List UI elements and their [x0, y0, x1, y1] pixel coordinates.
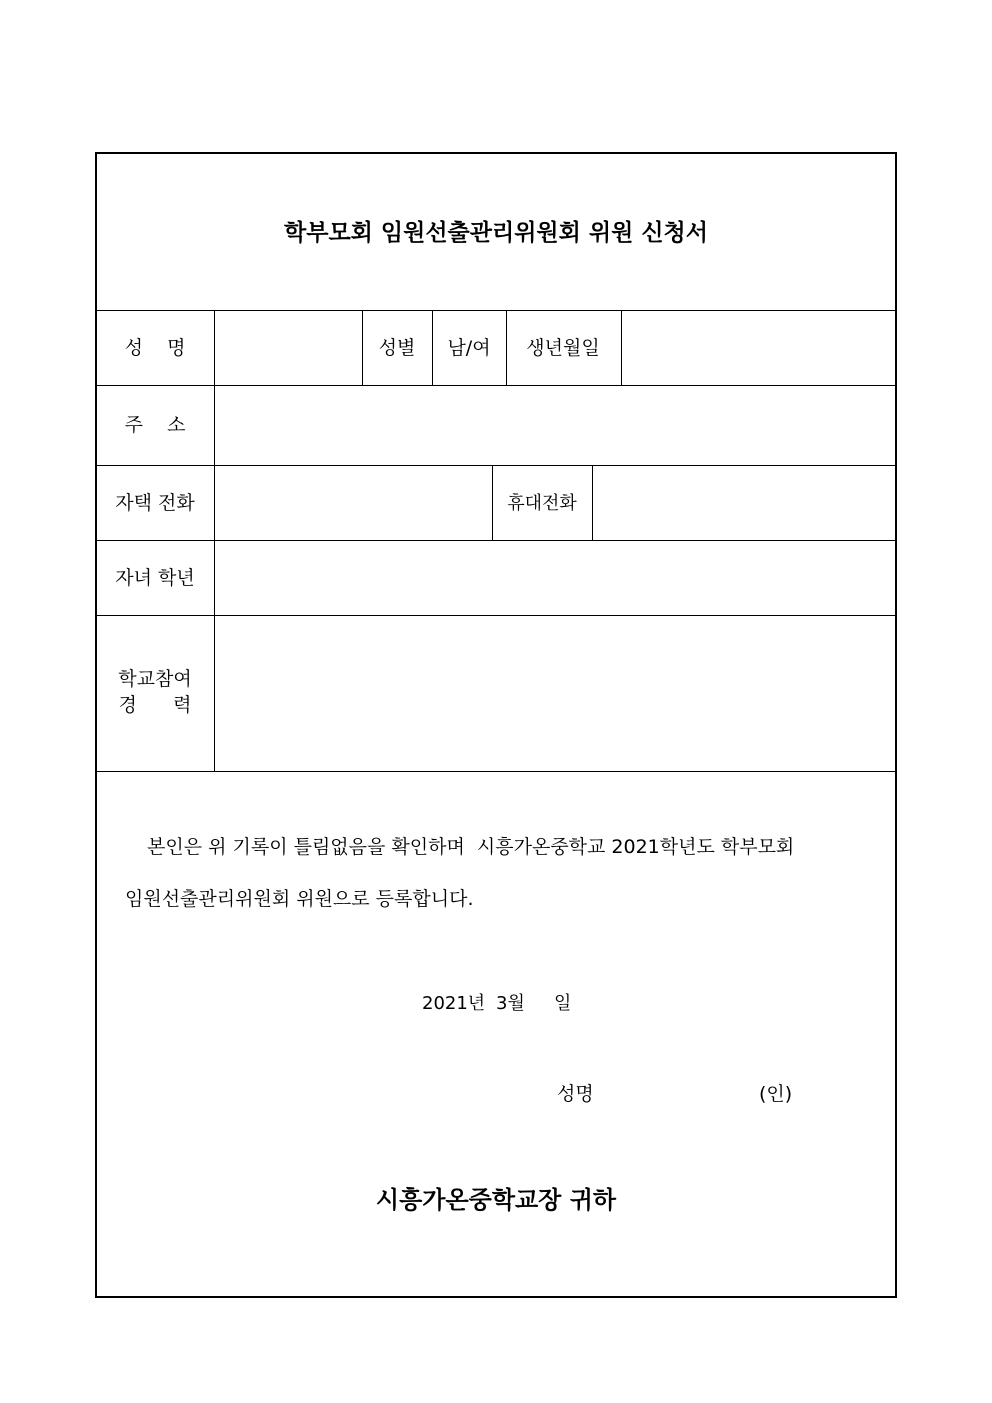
mobile-field[interactable] [594, 467, 895, 539]
statement-line1: 본인은 위 기록이 틀림없음을 확인하며 시흥가온중학교 2021학년도 학부모회 [147, 836, 795, 858]
divider [362, 310, 363, 385]
date-year: 2021년 [422, 993, 486, 1014]
birth-label: 생년월일 [526, 337, 600, 359]
statement-line2: 임원선출관리위원회 위원으로 등록합니다. [125, 888, 474, 910]
home-phone-label: 자택 전화 [115, 492, 195, 514]
date-month: 3월 [496, 993, 525, 1014]
divider [97, 310, 895, 311]
birth-field[interactable] [623, 312, 895, 384]
name-field[interactable] [216, 312, 361, 384]
gender-value[interactable]: 남/여 [447, 337, 491, 359]
career-label-line2: 경 력 [118, 694, 192, 716]
divider [97, 385, 895, 386]
application-form [95, 152, 897, 1298]
divider [97, 465, 895, 466]
date-day: 일 [554, 993, 572, 1014]
child-grade-field[interactable] [216, 542, 895, 614]
signature-field[interactable] [607, 1076, 752, 1112]
divider [592, 465, 593, 540]
addressee: 시흥가온중학교장 귀하 [375, 1186, 617, 1214]
divider [506, 310, 507, 385]
divider [97, 771, 895, 772]
divider [621, 310, 622, 385]
divider [432, 310, 433, 385]
form-title: 학부모회 임원선출관리위원회 위원 신청서 [284, 220, 708, 246]
child-grade-label: 자녀 학년 [115, 567, 195, 589]
mobile-label: 휴대전화 [507, 493, 577, 514]
address-label: 주 소 [124, 414, 186, 436]
address-field[interactable] [216, 387, 895, 464]
divider [97, 615, 895, 616]
divider [97, 540, 895, 541]
career-field[interactable] [216, 617, 895, 770]
divider [214, 310, 215, 771]
gender-label: 성별 [378, 337, 416, 359]
home-phone-field[interactable] [216, 467, 491, 539]
seal-mark: (인) [759, 1083, 793, 1105]
name-label: 성 명 [124, 337, 186, 359]
signature-label: 성명 [557, 1083, 594, 1105]
divider [492, 465, 493, 540]
career-label-line1: 학교참여 [118, 668, 192, 690]
